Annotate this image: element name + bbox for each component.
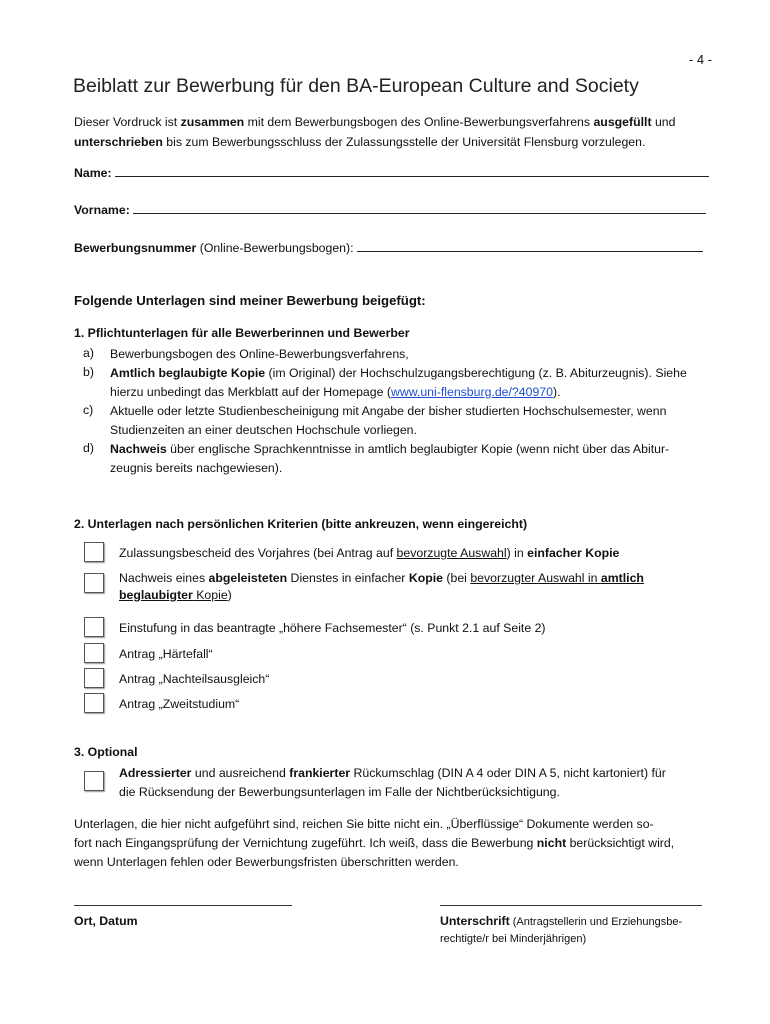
item-d-letter: d) bbox=[83, 441, 94, 455]
checkbox-rueckumschlag-line1: Adressierter und ausreichend frankierter Rückumschlag (DIN A 4 oder DIN A 5, nicht kartoniert) für bbox=[119, 766, 666, 780]
name-field bbox=[74, 165, 709, 180]
section2-title: 2. Unterlagen nach persönlichen Kriterien (bitte ankreuzen, wenn eingereicht) bbox=[74, 517, 528, 531]
vorname-label: Vorname: bbox=[74, 203, 130, 217]
item-d-line1: Nachweis über englische Sprachkenntnisse in amtlich beglaubigter Kopie (wenn nicht über das Abitur- bbox=[110, 442, 670, 456]
checkbox-zweitstudium-label: Antrag „Zweitstudium“ bbox=[119, 697, 240, 711]
date-signature-line[interactable] bbox=[74, 905, 292, 906]
checkbox-nachteilsausgleich[interactable] bbox=[84, 668, 104, 688]
closing-line2: fort nach Eingangsprüfung der Vernichtung zugeführt. Ich weiß, dass die Bewerbung nicht berücksichtigt wird, bbox=[74, 836, 675, 850]
checkbox-dienst-nachweis-line2: beglaubigter Kopie) bbox=[119, 588, 232, 602]
signature-line[interactable] bbox=[440, 905, 702, 906]
bewerbungsnummer-note: (Online-Bewerbungsbogen): bbox=[196, 241, 354, 255]
item-b-letter: b) bbox=[83, 365, 94, 379]
bewerbungsnummer-field bbox=[74, 240, 703, 255]
name-input-line[interactable] bbox=[115, 165, 709, 177]
checkbox-zulassungsbescheid-label: Zulassungsbescheid des Vorjahres (bei Antrag auf bevorzugte Auswahl) in einfacher Kopie bbox=[119, 546, 620, 560]
intro-paragraph: Dieser Vordruck ist zusammen mit dem Bewerbungsbogen des Online-Bewerbungsverfahrens ausgefüllt und unterschrieben bis zum Bewerbungsschluss der Zulassungsstelle der Universität Flensburg vorzulegen. bbox=[74, 115, 676, 149]
checkbox-einstufung-label: Einstufung in das beantragte „höhere Fachsemester“ (s. Punkt 2.1 auf Seite 2) bbox=[119, 621, 546, 635]
checkbox-zulassungsbescheid[interactable] bbox=[84, 542, 104, 562]
page-number: - 4 - bbox=[688, 52, 712, 67]
vorname-input-line[interactable] bbox=[133, 202, 706, 214]
item-c-line1: Aktuelle oder letzte Studienbescheinigung mit Angabe der bisher studierten Hochschulsemester, wenn bbox=[110, 404, 667, 418]
section1-title: 1. Pflichtunterlagen für alle Bewerberinnen und Bewerber bbox=[74, 326, 410, 340]
checkbox-dienst-nachweis[interactable] bbox=[84, 573, 104, 593]
checkbox-nachteilsausgleich-label: Antrag „Nachteilsausgleich“ bbox=[119, 672, 270, 686]
checkbox-zweitstudium[interactable] bbox=[84, 693, 104, 713]
item-c-line2: Studienzeiten an einer deutschen Hochschule vorliegen. bbox=[110, 423, 417, 437]
closing-line1: Unterlagen, die hier nicht aufgeführt sind, reichen Sie bitte nicht ein. „Überflüssige“ Dokumente werden so- bbox=[74, 817, 654, 831]
checkbox-haertefall[interactable] bbox=[84, 643, 104, 663]
item-a-letter: a) bbox=[83, 346, 94, 360]
documents-heading: Folgende Unterlagen sind meiner Bewerbung beigefügt: bbox=[74, 293, 426, 308]
checkbox-einstufung[interactable] bbox=[84, 617, 104, 637]
checkbox-rueckumschlag[interactable] bbox=[84, 771, 104, 791]
name-label: Name: bbox=[74, 166, 112, 180]
vorname-field bbox=[74, 202, 706, 217]
item-a-text: Bewerbungsbogen des Online-Bewerbungsverfahrens, bbox=[110, 347, 409, 361]
bewerbungsnummer-input-line[interactable] bbox=[357, 240, 703, 252]
item-b-line1: Amtlich beglaubigte Kopie (im Original) der Hochschulzugangsberechtigung (z. B. Abiturzeugnis). Siehe bbox=[110, 366, 687, 380]
bewerbungsnummer-label: Bewerbungsnummer bbox=[74, 241, 197, 255]
ort-datum-label: Ort, Datum bbox=[74, 914, 138, 928]
unterschrift-note: rechtigte/r bei Minderjährigen) bbox=[440, 933, 587, 945]
checkbox-haertefall-label: Antrag „Härtefall“ bbox=[119, 647, 213, 661]
closing-line3: wenn Unterlagen fehlen oder Bewerbungsfristen überschritten werden. bbox=[74, 855, 459, 869]
item-d-line2: zeugnis bereits nachgewiesen). bbox=[110, 461, 283, 475]
homepage-link[interactable]: www.uni-flensburg.de/?40970 bbox=[390, 385, 553, 399]
checkbox-dienst-nachweis-line1: Nachweis eines abgeleisteten Dienstes in einfacher Kopie (bei bevorzugter Auswahl in amtlich bbox=[119, 571, 644, 585]
section3-title: 3. Optional bbox=[74, 745, 138, 759]
unterschrift-label: Unterschrift (Antragstellerin und Erziehungsbe- bbox=[440, 914, 683, 928]
item-c-letter: c) bbox=[83, 403, 94, 417]
page-title: Beiblatt zur Bewerbung für den BA-European Culture and Society bbox=[73, 75, 639, 97]
checkbox-rueckumschlag-line2: die Rücksendung der Bewerbungsunterlagen im Falle der Nichtberücksichtigung. bbox=[119, 785, 560, 799]
item-b-line2: hierzu unbedingt das Merkblatt auf der Homepage (www.uni-flensburg.de/?40970). bbox=[110, 385, 561, 399]
